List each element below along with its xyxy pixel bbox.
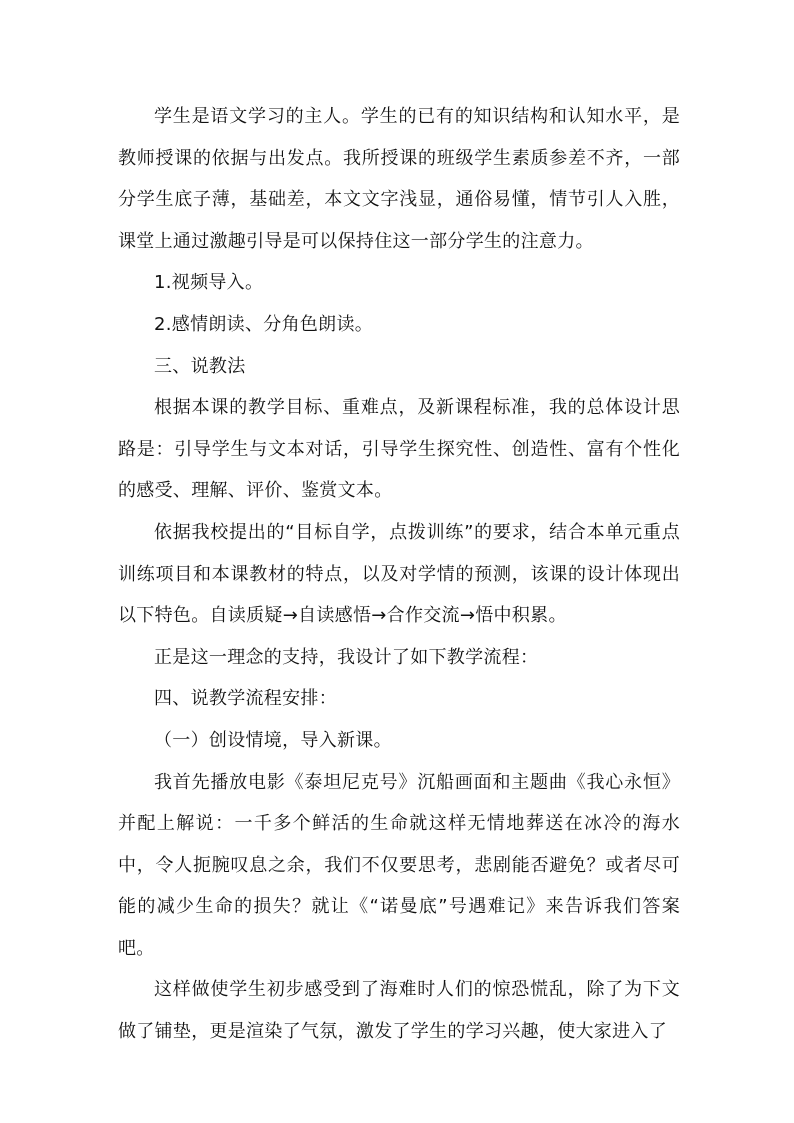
paragraph-learner-analysis: 学生是语文学习的主人。学生的已有的知识结构和认知水平，是教师授课的依据与出发点。我所授课的班级学生素质参差不齐，一部分学生底子薄，基础差，本文文字浅显，通俗易懂，情节引人入胜，课堂上通过激趣引导是可以保持住这一部分学生的注意力。 xyxy=(118,106,680,252)
subheading-create-scene: （一）创设情境，导入新课。 xyxy=(154,729,392,751)
section-heading-teaching-methods: 三、说教法 xyxy=(154,355,246,377)
paragraph-effect: 这样做使学生初步感受到了海难时人们的惊恐慌乱，除了为下文做了铺垫，更是渲染了气氛，激发了学生的学习兴趣，使大家进入了 xyxy=(118,979,680,1043)
section-heading-teaching-process: 四、说教学流程安排： xyxy=(154,688,337,710)
paragraph-titanic-intro: 我首先播放电影《泰坦尼克号》沉船画面和主题曲《我心永恒》并配上解说：一千多个鲜活的生命就这样无情地葬送在冰冷的海水中，令人扼腕叹息之余，我们不仅要思考，悲剧能否避免？或者尽可能的减少生命的损失？就让《“诺曼底”号遇难记》来告诉我们答案吧。 xyxy=(118,771,680,959)
paragraph-video-intro: 1.视频导入。 xyxy=(154,272,264,294)
document-body xyxy=(118,96,680,1053)
paragraph-teaching-flow-intro: 正是这一理念的支持，我设计了如下教学流程： xyxy=(154,646,539,668)
paragraph-reading: 2.感情朗读、分角色朗读。 xyxy=(154,313,374,335)
paragraph-school-requirements: 依据我校提出的“目标自学，点拨训练”的要求，结合本单元重点训练项目和本课教材的特点，以及对学情的预测，该课的设计体现出以下特色。自读质疑→自读感悟→合作交流→悟中积累。 xyxy=(118,521,680,627)
paragraph-design-idea: 根据本课的教学目标、重难点，及新课程标准，我的总体设计思路是：引导学生与文本对话，引导学生探究性、创造性、富有个性化的感受、理解、评价、鉴赏文本。 xyxy=(118,397,680,502)
